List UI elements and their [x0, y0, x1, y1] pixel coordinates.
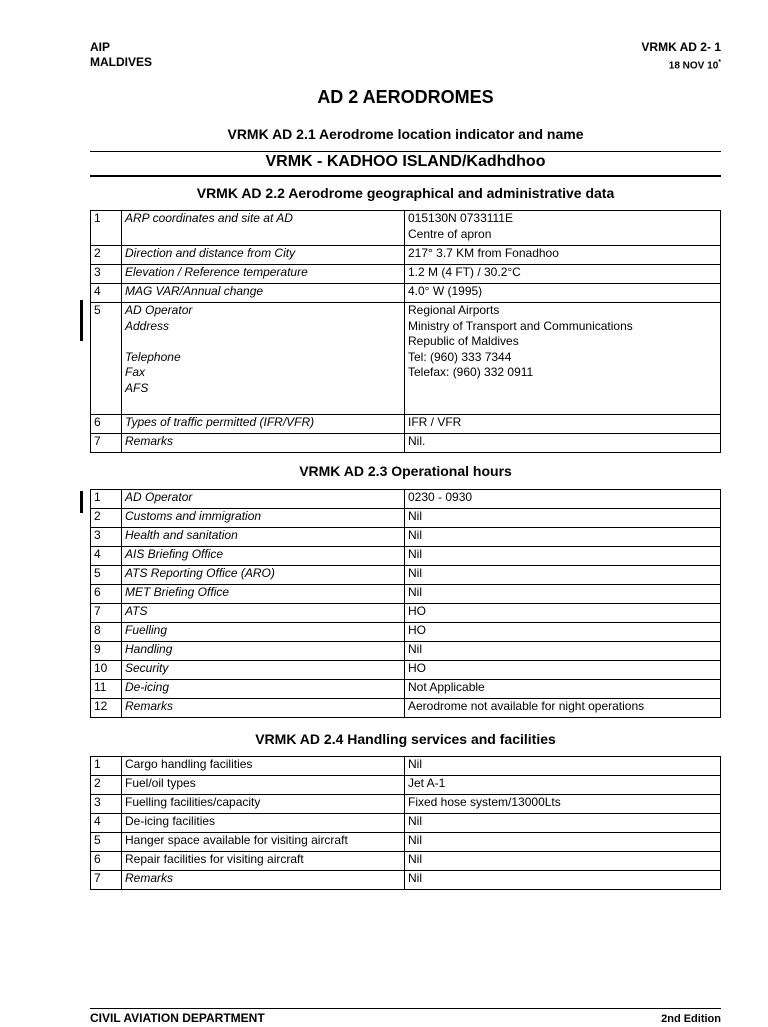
row-label: Remarks	[122, 434, 405, 453]
row-number: 1	[91, 490, 122, 509]
row-value: Nil	[405, 814, 721, 833]
row-number: 8	[91, 623, 122, 642]
row-value: Nil	[405, 833, 721, 852]
table-row	[91, 604, 721, 623]
row-number: 4	[91, 814, 122, 833]
row-number: 7	[91, 434, 122, 453]
row-number: 1	[91, 211, 122, 246]
row-number: 5	[91, 566, 122, 585]
table-row	[91, 833, 721, 852]
table-row	[91, 795, 721, 814]
row-value: Aerodrome not available for night operations	[405, 699, 721, 718]
header-aip: AIP	[90, 40, 111, 54]
table-row	[91, 699, 721, 718]
table-row	[91, 852, 721, 871]
table-row	[91, 871, 721, 890]
row-number: 10	[91, 661, 122, 680]
row-label: Fuelling	[122, 623, 405, 642]
header-date-line	[641, 55, 721, 73]
section-2-4-title: VRMK AD 2.4 Handling services and facilities	[255, 731, 556, 747]
row-number: 3	[91, 528, 122, 547]
row-label: AIS Briefing Office	[122, 547, 405, 566]
row-label: Handling	[122, 642, 405, 661]
amendment-marker: *	[718, 59, 721, 66]
row-value: Nil	[405, 642, 721, 661]
table-row	[91, 415, 721, 434]
table-row	[91, 265, 721, 284]
header-left	[90, 40, 152, 70]
row-label: MET Briefing Office	[122, 585, 405, 604]
section-2-2-title: VRMK AD 2.2 Aerodrome geographical and administrative data	[196, 185, 615, 201]
table-row	[91, 528, 721, 547]
footer-rule	[90, 1008, 721, 1009]
row-value: Nil.	[405, 434, 721, 453]
row-label: Remarks	[122, 699, 405, 718]
row-label: Remarks	[122, 871, 405, 890]
header-country: MALDIVES	[90, 55, 153, 69]
row-label: Fuelling facilities/capacity	[122, 795, 405, 814]
row-label: Security	[122, 661, 405, 680]
page-title: AD 2 AERODROMES	[317, 87, 494, 107]
row-value: 015130N 0733111E Centre of apron	[405, 211, 721, 246]
row-number: 7	[91, 871, 122, 890]
table-row	[91, 509, 721, 528]
table-2-3	[90, 489, 721, 718]
row-number: 9	[91, 642, 122, 661]
row-value: 1.2 M (4 FT) / 30.2°C	[405, 265, 721, 284]
row-label: Elevation / Reference temperature	[122, 265, 405, 284]
footer-department: CIVIL AVIATION DEPARTMENT	[90, 1011, 265, 1025]
table-row	[91, 585, 721, 604]
row-label: Cargo handling facilities	[122, 757, 405, 776]
row-number: 12	[91, 699, 122, 718]
row-number: 6	[91, 852, 122, 871]
row-label: ARP coordinates and site at AD	[122, 211, 405, 246]
row-value: Nil	[405, 585, 721, 604]
row-label: Direction and distance from City	[122, 246, 405, 265]
table-row	[91, 284, 721, 303]
table-row	[91, 303, 721, 415]
row-number: 5	[91, 833, 122, 852]
table-row	[91, 566, 721, 585]
section-2-1-title: VRMK AD 2.1 Aerodrome location indicator and name	[227, 126, 584, 142]
row-value: Fixed hose system/13000Lts	[405, 795, 721, 814]
row-label: AD Operator	[122, 490, 405, 509]
row-label: Types of traffic permitted (IFR/VFR)	[122, 415, 405, 434]
row-label: De-icing	[122, 680, 405, 699]
row-value: HO	[405, 623, 721, 642]
section-2-3-title: VRMK AD 2.3 Operational hours	[299, 463, 512, 479]
aerodrome-name: VRMK - KADHOO ISLAND/Kadhdhoo	[265, 153, 546, 170]
row-value: Not Applicable	[405, 680, 721, 699]
table-row	[91, 661, 721, 680]
row-value: Regional Airports Ministry of Transport and Communications Republic of Maldives Tel: (960) 333 7344 Telefax: (960) 332 0911	[405, 303, 721, 415]
row-value: Nil	[405, 547, 721, 566]
table-row	[91, 547, 721, 566]
row-number: 1	[91, 757, 122, 776]
row-label: Customs and immigration	[122, 509, 405, 528]
row-label: MAG VAR/Annual change	[122, 284, 405, 303]
row-label: Hanger space available for visiting aircraft	[122, 833, 405, 852]
row-value: Nil	[405, 566, 721, 585]
header-date: 18 NOV 10	[668, 60, 719, 72]
change-bar	[80, 300, 83, 341]
row-label: Fuel/oil types	[122, 776, 405, 795]
row-value: 0230 - 0930	[405, 490, 721, 509]
table-2-4	[90, 756, 721, 890]
table-row	[91, 211, 721, 246]
change-bar	[80, 491, 83, 513]
row-label: Repair facilities for visiting aircraft	[122, 852, 405, 871]
footer-edition: 2nd Edition	[661, 1013, 721, 1025]
table-row	[91, 776, 721, 795]
row-number: 6	[91, 415, 122, 434]
table-row	[91, 680, 721, 699]
table-row	[91, 490, 721, 509]
row-number: 6	[91, 585, 122, 604]
row-number: 2	[91, 509, 122, 528]
row-label: ATS Reporting Office (ARO)	[122, 566, 405, 585]
row-value: Nil	[405, 871, 721, 890]
table-2-2	[90, 210, 721, 453]
table-row	[91, 434, 721, 453]
row-value: 217° 3.7 KM from Fonadhoo	[405, 246, 721, 265]
row-number: 5	[91, 303, 122, 415]
row-number: 7	[91, 604, 122, 623]
row-value: Nil	[405, 852, 721, 871]
table-row	[91, 623, 721, 642]
row-value: HO	[405, 604, 721, 623]
row-value: 4.0° W (1995)	[405, 284, 721, 303]
row-number: 2	[91, 246, 122, 265]
row-number: 4	[91, 547, 122, 566]
row-number: 3	[91, 265, 122, 284]
row-label: Health and sanitation	[122, 528, 405, 547]
row-label: AD Operator Address Telephone Fax AFS	[122, 303, 405, 415]
header-right	[641, 40, 721, 73]
header-page-ref: VRMK AD 2- 1	[641, 40, 721, 54]
row-value: IFR / VFR	[405, 415, 721, 434]
table-row	[91, 757, 721, 776]
rule-top	[90, 151, 721, 152]
rule-bottom	[90, 175, 721, 177]
row-number: 3	[91, 795, 122, 814]
row-value: HO	[405, 661, 721, 680]
row-value: Nil	[405, 757, 721, 776]
row-label: De-icing facilities	[122, 814, 405, 833]
table-row	[91, 246, 721, 265]
row-number: 4	[91, 284, 122, 303]
table-row	[91, 814, 721, 833]
row-value: Nil	[405, 509, 721, 528]
table-row	[91, 642, 721, 661]
row-number: 11	[91, 680, 122, 699]
row-label: ATS	[122, 604, 405, 623]
row-number: 2	[91, 776, 122, 795]
row-value: Nil	[405, 528, 721, 547]
row-value: Jet A-1	[405, 776, 721, 795]
